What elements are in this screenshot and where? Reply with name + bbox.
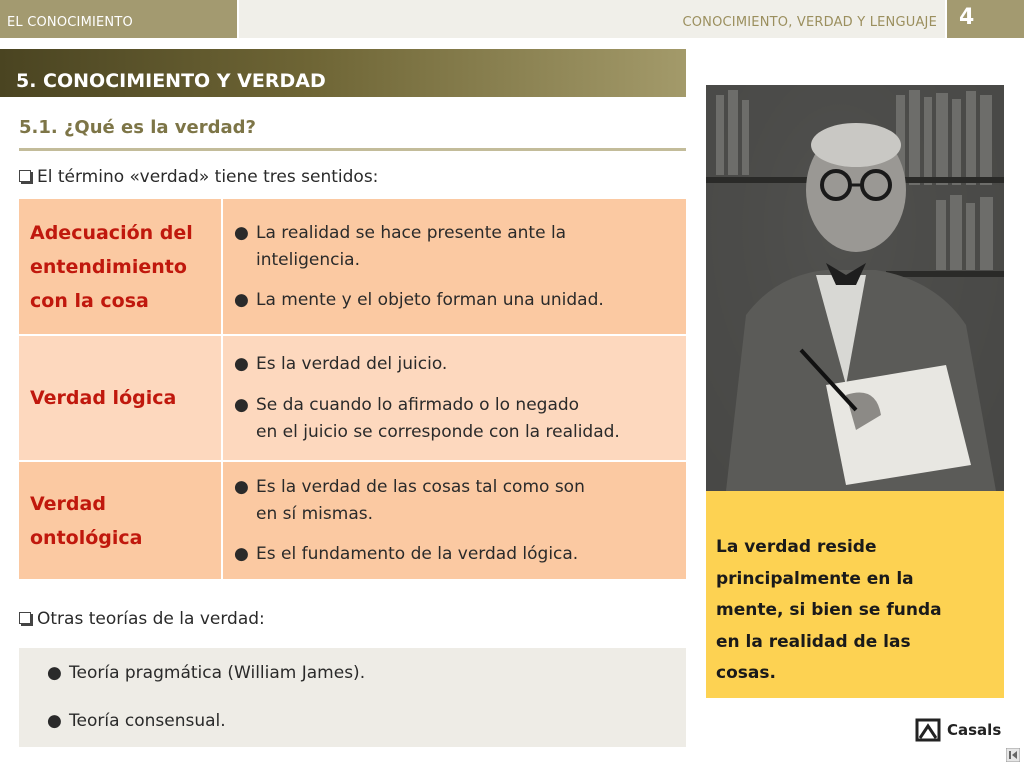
item-text: La mente y el objeto forman una unidad. xyxy=(256,290,604,310)
table-row xyxy=(19,199,686,334)
portrait-illustration xyxy=(706,85,1004,491)
first-page-icon[interactable] xyxy=(1006,748,1020,762)
item-text-continued: en sí mismas. xyxy=(256,504,373,524)
other-theories-heading xyxy=(19,609,265,629)
item-text: La realidad se hace presente ante la xyxy=(256,223,567,243)
list-item xyxy=(47,663,365,683)
list-item xyxy=(234,351,447,378)
bullet-icon: ● xyxy=(234,223,249,243)
quote-box xyxy=(706,491,1004,698)
unit-number: 4 xyxy=(947,0,1024,38)
publisher-logo xyxy=(915,718,1001,742)
list-item xyxy=(234,287,604,314)
quote-line: La verdad reside xyxy=(716,537,877,557)
section-title: 5. CONOCIMIENTO Y VERDAD xyxy=(0,49,686,97)
publisher-name: Casals xyxy=(947,721,1002,739)
subsection-title: 5.1. ¿Qué es la verdad? xyxy=(19,117,256,138)
bullet-icon: ● xyxy=(234,477,249,497)
checkbox-bullet-icon xyxy=(19,612,31,624)
quote-line: en la realidad de las xyxy=(716,631,911,652)
casals-logo-icon xyxy=(915,718,941,742)
quote-line: mente, si bien se funda xyxy=(716,600,942,620)
list-item xyxy=(234,474,585,528)
subtitle-divider xyxy=(19,148,686,151)
intro-text: El término «verdad» tiene tres sentidos: xyxy=(37,167,379,187)
item-text: Teoría consensual. xyxy=(69,711,226,731)
sense-name-line: ontológica xyxy=(30,526,143,549)
sense-name-line: entendimiento xyxy=(30,255,187,278)
sense-name-line: Verdad lógica xyxy=(30,387,177,409)
sense-description-cell xyxy=(223,336,686,460)
sense-description-cell xyxy=(223,199,686,334)
table-row xyxy=(19,336,686,460)
sense-name-line: con la cosa xyxy=(30,289,149,312)
item-text: Es la verdad del juicio. xyxy=(256,354,448,374)
chapter-title: EL CONOCIMIENTO xyxy=(0,0,237,38)
item-text-continued: en el juicio se corresponde con la realidad. xyxy=(256,422,620,442)
list-item xyxy=(47,711,226,731)
bullet-icon: ● xyxy=(234,290,249,310)
sense-description-cell xyxy=(223,462,686,579)
bullet-icon: ● xyxy=(234,354,249,374)
bullet-icon: ● xyxy=(47,711,62,731)
list-item xyxy=(234,541,578,568)
item-text-continued: inteligencia. xyxy=(256,250,360,270)
item-text: Es la verdad de las cosas tal como son xyxy=(256,477,585,497)
checkbox-bullet-icon xyxy=(19,170,31,182)
sense-name-line: Verdad xyxy=(30,492,106,515)
item-text: Se da cuando lo afirmado o lo negado xyxy=(256,395,580,415)
bullet-icon: ● xyxy=(234,544,249,564)
bullet-icon: ● xyxy=(47,663,62,683)
quote-line: cosas. xyxy=(716,663,776,683)
item-text: Teoría pragmática (William James). xyxy=(69,663,366,683)
list-item xyxy=(234,392,620,446)
sense-name-line: Adecuación del xyxy=(30,221,193,244)
intro-line xyxy=(19,167,378,187)
unit-title: CONOCIMIENTO, VERDAD Y LENGUAJE xyxy=(239,0,945,38)
table-row xyxy=(19,462,686,579)
quote-line: principalmente en la xyxy=(716,568,914,589)
list-item xyxy=(234,220,566,274)
sense-name-cell xyxy=(19,462,221,579)
bullet-icon: ● xyxy=(234,395,249,415)
other-theories-text: Otras teorías de la verdad: xyxy=(37,609,265,629)
other-theories-box xyxy=(19,648,686,747)
top-bar xyxy=(0,0,1024,38)
item-text: Es el fundamento de la verdad lógica. xyxy=(256,544,579,564)
sense-name-cell xyxy=(19,199,221,334)
sense-name-cell xyxy=(19,336,221,460)
portrait-photo xyxy=(706,85,1004,491)
